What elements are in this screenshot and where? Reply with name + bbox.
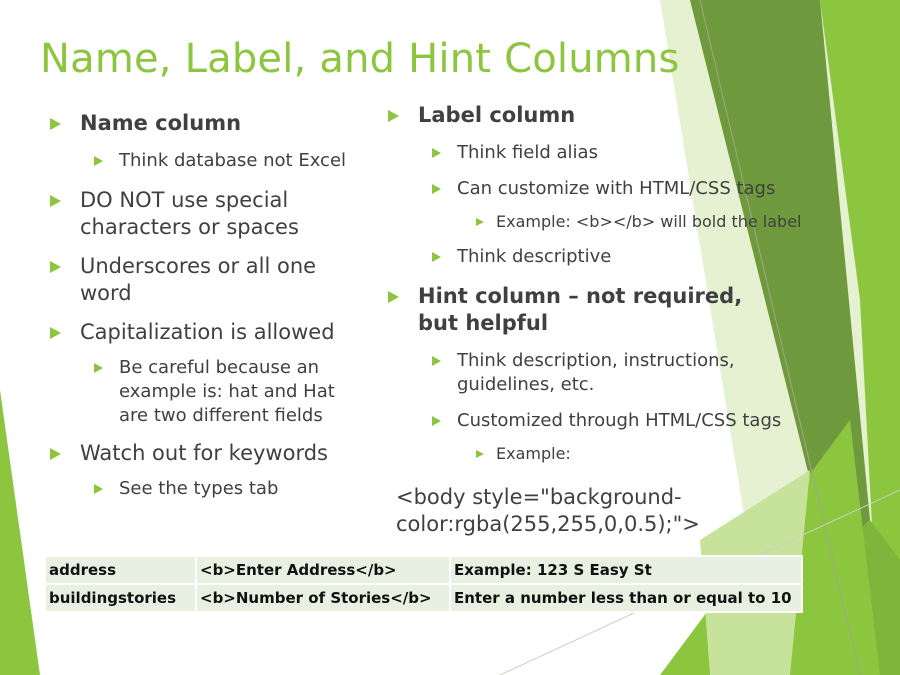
bullet-triangle-icon [476, 450, 484, 458]
table-row [45, 584, 802, 612]
table-cell: address [45, 556, 196, 584]
bullet-hint-example: Example: [382, 443, 802, 465]
bullet-hint-sub-description: Think description, instructions, guidelines, etc. [382, 349, 787, 397]
left-column [44, 110, 374, 501]
table-cell: <b>Enter Address</b> [196, 556, 450, 584]
table-cell: <b>Number of Stories</b> [196, 584, 450, 612]
bullet-triangle-icon [94, 363, 103, 373]
bullet-triangle-icon [476, 218, 484, 226]
bullet-name-column: Name column [44, 110, 374, 137]
bullet-triangle-icon [432, 356, 441, 366]
bullet-name-column-sub: Think database not Excel [44, 149, 374, 173]
bullet-keywords-sub: See the types tab [44, 477, 374, 501]
bullet-triangle-icon [50, 327, 61, 339]
table-cell: Enter a number less than or equal to 10 [450, 584, 802, 612]
bullet-triangle-icon [388, 291, 399, 303]
example-table [44, 555, 803, 613]
bullet-triangle-icon [388, 110, 399, 122]
bullet-triangle-icon [432, 148, 441, 158]
bullet-capitalization-sub: Be careful because an example is: hat and Hat are two different fields [44, 356, 349, 428]
table-cell: buildingstories [45, 584, 196, 612]
bullet-triangle-icon [432, 184, 441, 194]
slide-title: Name, Label, and Hint Columns [40, 36, 680, 82]
bullet-triangle-icon [50, 448, 61, 460]
bullet-triangle-icon [50, 261, 61, 273]
bullet-triangle-icon [50, 118, 61, 130]
bullet-label-sub-alias: Think field alias [382, 141, 802, 165]
bullet-label-sub-html: Can customize with HTML/CSS tags [382, 177, 802, 201]
bullet-hint-column: Hint column – not required, but helpful [382, 283, 778, 337]
bullet-label-sub-descriptive: Think descriptive [382, 245, 802, 269]
bullet-underscores: Underscores or all one word [44, 253, 374, 307]
table-row [45, 556, 802, 584]
table-cell: Example: 123 S Easy St [450, 556, 802, 584]
right-column [382, 102, 802, 465]
bullet-label-column: Label column [382, 102, 802, 129]
bullet-triangle-icon [94, 156, 103, 166]
bullet-triangle-icon [50, 195, 61, 207]
bullet-no-special-characters: DO NOT use special characters or spaces [44, 187, 374, 241]
bullet-keywords: Watch out for keywords [44, 440, 374, 467]
bullet-triangle-icon [432, 252, 441, 262]
deco-left-triangle [0, 390, 40, 675]
bullet-hint-sub-html: Customized through HTML/CSS tags [382, 409, 802, 433]
bullet-capitalization: Capitalization is allowed [44, 319, 374, 346]
bullet-label-example: Example: <b></b> will bold the label [382, 211, 802, 233]
bullet-triangle-icon [94, 484, 103, 494]
code-example: <body style="background-color:rgba(255,255,0,0.5);"> [396, 485, 700, 536]
bullet-triangle-icon [432, 416, 441, 426]
